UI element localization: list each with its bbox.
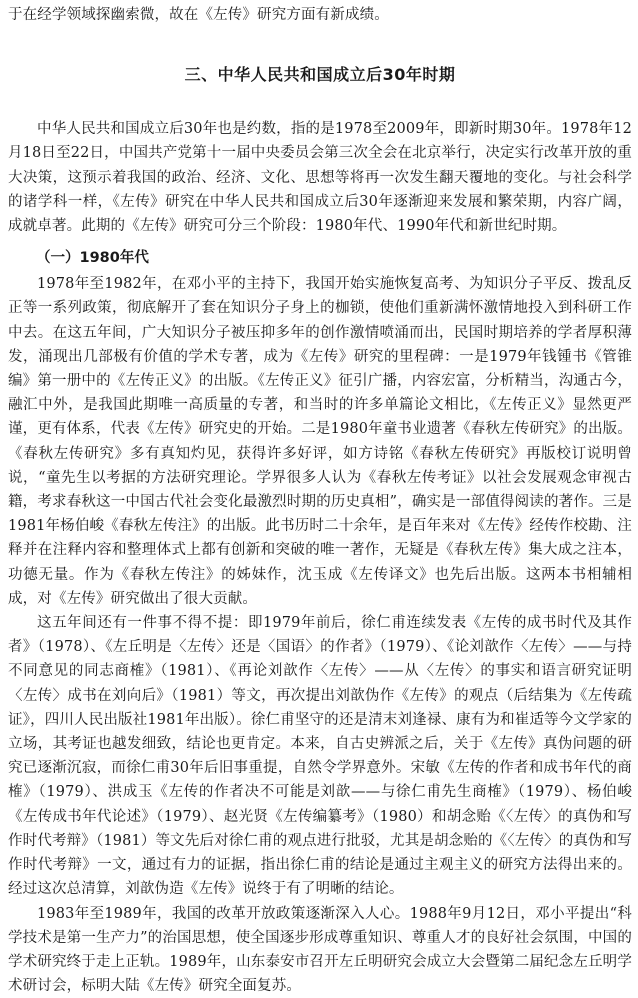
subsection-title: （一）1980年代 — [8, 246, 632, 270]
section-title: 三、中华人民共和国成立后30年时期 — [8, 63, 632, 87]
paragraph-1980-1982: 1978年至1982年，在邓小平的主持下，我国开始实施恢复高考、为知识分子平反、拨乱反正等一系列政策，彻底解开了套在知识分子身上的枷锁，使他们重新满怀激情地投入到科研工作中去。在这五年间，广大知识分子被压抑多年的创作激情喷涌而出，民国时期培养的学者厚积薄发，涌现出几部极有价值的学术专著，成为《左传》研究的里程碑：一是1979年钱锺书《管锥编》第一册中的《左传正义》的出版。《左传正义》征引广播，内容宏富，分析精当，沟通古今，融汇中外，是我国此期唯一高质量的专著，和当时的许多单篇论文相比，《左传正义》显然更严谨，更有体系，代表《左传》研究史的开始。二是1980年童书业遗著《春秋左传研究》的出版。《春秋左传研究》多有真知灼见，获得许多好评，如方诗铭《春秋左传研究》再版校订说明曾说，“童先生以考据的方法研究理论。学界很多人认为《春秋左传考证》以社会发展观念审视古籍，考求春秋这一中国古代社会变化最激烈时期的历史真相”，确实是一部值得阅读的著作。三是1981年杨伯峻《春秋左传注》的出版。此书历时二十余年，是百年来对《左传》经传作校勘、注释并在注释内容和整理体式上都有创新和突破的唯一著作，无疑是《春秋左传》集大成之注本，功德无量。作为《春秋左传注》的姊妹作，沈玉成《左传译文》也先后出版。这两本书相辅相成，对《左传》研究做出了很大贡献。 — [8, 272, 632, 611]
intro-paragraph: 中华人民共和国成立后30年也是约数，指的是1978至2009年，即新时期30年。1978年12月18日至22日，中国共产党第十一届中央委员会第三次全会在北京举行，决定实行改革开放的重大决策，这预示着我国的政治、经济、文化、思想等将再一次发生翻天覆地的变化。与社会科学的诸学科一样，《左传》研究在中华人民共和国成立后30年逐渐迎来发展和繁荣期，内容广阔，成就卓著。此期的《左传》研究可分三个阶段：1980年代、1990年代和新世纪时期。 — [8, 117, 632, 238]
continuation-text: 于在经学领域探幽索微，故在《左传》研究方面有新成绩。 — [8, 0, 632, 27]
paragraph-xu-renfu-debate: 这五年间还有一件事不得不提：即1979年前后，徐仁甫连续发表《左传的成书时代及其作者》（1978）、《左丘明是〈左传〉还是〈国语〉的作者》（1979）、《论刘歆作〈左传〉——与持不同意见的同志商榷》（1981）、《再论刘歆作〈左传〉——从〈左传〉的事实和语言研究证明〈左传〉成书在刘向后》（1981）等文，再次提出刘歆伪作《左传》的观点（后结集为《左传疏证》，四川人民出版社1981年出版）。徐仁甫坚守的还是清末刘逢禄、康有为和崔适等今文学家的立场，其考证也越发细致，结论也更肯定。本来，自古史辨派之后，关于《左传》真伪问题的研究已逐渐沉寂，而徐仁甫30年后旧事重提，自然令学界意外。宋敏《左传的作者和成书年代的商榷》（1979）、洪成玉《左传的作者决不可能是刘歆——与徐仁甫先生商榷》（1979）、杨伯峻《左传成书年代论述》（1979）、赵光贤《左传编纂考》（1980）和胡念贻《〈左传〉的真伪和写作时代考辩》（1981）等文先后对徐仁甫的观点进行批驳，尤其是胡念贻的《〈左传〉的真伪和写作时代考辩》一文，通过有力的证据，指出徐仁甫的结论是通过主观主义的研究方法得出来的。经过这次总清算，刘歆伪造《左传》说终于有了明晰的结论。 — [8, 611, 632, 901]
paragraph-1983-1989: 1983年至1989年，我国的改革开放政策逐渐深入人心。1988年9月12日，邓小平提出“科学技术是第一生产力”的治国思想，使全国逐步形成尊重知识、尊重人才的良好社会氛围，中国的学术研究终于走上正轨。1989年，山东泰安市召开左丘明研究会成立大会暨第二届纪念左丘明学术研讨会，标明大陆《左传》研究全面复苏。 — [8, 902, 632, 998]
